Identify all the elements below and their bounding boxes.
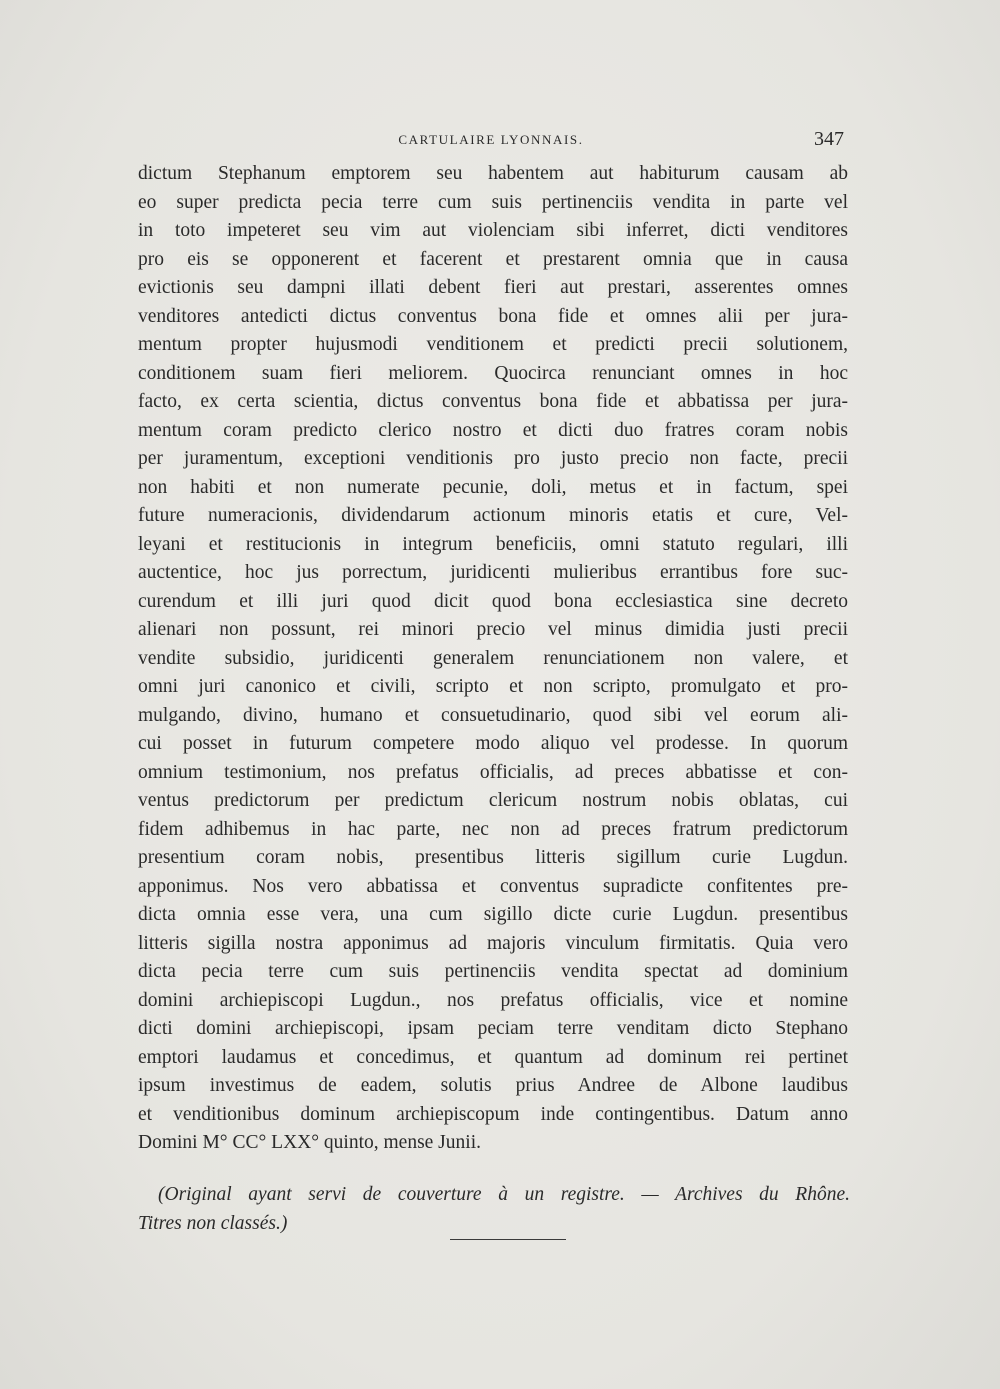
- text-line: alienari non possunt, rei minori precio vel minus dimidia justi precii: [138, 619, 848, 640]
- running-title: CARTULAIRE LYONNAIS.: [398, 132, 584, 147]
- source-note-line: Titres non classés.): [138, 1213, 288, 1234]
- text-line: vendite subsidio, juridicenti generalem renunciationem non valere, et: [138, 647, 848, 669]
- text-line: mulgando, divino, humano et consuetudinario, quod sibi vel eorum ali-: [138, 704, 848, 726]
- text-line: et venditionibus dominum archiepiscopum inde contingentibus. Datum anno: [138, 1103, 848, 1125]
- text-line: in toto impeteret seu vim aut violenciam sibi inferret, dicti venditores: [138, 220, 848, 241]
- text-line: mentum propter hujusmodi venditionem et predicti precii solutionem,: [138, 334, 848, 355]
- page-number: 347: [814, 128, 844, 150]
- text-line: facto, ex certa scientia, dictus conventus bona fide et abbatissa per jura-: [138, 391, 848, 412]
- text-line: ipsum investimus de eadem, solutis prius Andree de Albone laudibus: [138, 1075, 848, 1096]
- text-line: apponimus. Nos vero abbatissa et conventus supradicte confitentes pre-: [138, 875, 848, 897]
- text-line: mentum coram predicto clerico nostro et dicti duo fratres coram nobis: [138, 419, 848, 441]
- text-line: omni juri canonico et civili, scripto et non scripto, promulgato et pro-: [138, 676, 848, 697]
- text-line: dicta pecia terre cum suis pertinenciis vendita spectat ad dominium: [138, 961, 848, 982]
- text-line: presentium coram nobis, presentibus litteris sigillum curie Lugdun.: [138, 847, 848, 868]
- text-line: omnium testimonium, nos prefatus officialis, ad preces abbatisse et con-: [138, 761, 848, 783]
- text-line: pro eis se opponerent et facerent et prestarent omnia que in causa: [138, 248, 848, 270]
- text-line: auctentice, hoc jus porrectum, juridicenti mulieribus errantibus fore suc-: [138, 562, 848, 583]
- text-line: Domini M° CC° LXX° quinto, mense Junii.: [138, 1132, 481, 1153]
- text-line: conditionem suam fieri meliorem. Quocirca renunciant omnes in hoc: [138, 362, 848, 384]
- end-rule: [450, 1239, 566, 1240]
- text-line: leyani et restitucionis in integrum beneficiis, omni statuto regulari, illi: [138, 533, 848, 555]
- text-line: fidem adhibemus in hac parte, nec non ad preces fratrum predictorum: [138, 818, 848, 840]
- text-line: venditores antedicti dictus conventus bona fide et omnes alii per jura-: [138, 305, 848, 327]
- text-line: ventus predictorum per predictum clericum nostrum nobis oblatas, cui: [138, 790, 848, 811]
- text-line: future numeracionis, dividendarum actionum minoris etatis et cure, Vel-: [138, 505, 848, 526]
- text-line: dicti domini archiepiscopi, ipsam peciam terre venditam dicto Stephano: [138, 1018, 848, 1039]
- text-line: eo super predicta pecia terre cum suis pertinenciis vendita in parte vel: [138, 191, 848, 213]
- text-line: non habiti et non numerate pecunie, doli, metus et in factum, spei: [138, 476, 848, 498]
- text-line: evictionis seu dampni illati debent fieri aut prestari, asserentes omnes: [138, 277, 848, 298]
- running-header: [138, 128, 844, 152]
- source-note: [138, 1180, 850, 1238]
- text-line: dicta omnia esse vera, una cum sigillo dicte curie Lugdun. presentibus: [138, 904, 848, 925]
- text-line: emptori laudamus et concedimus, et quantum ad dominum rei pertinet: [138, 1046, 848, 1068]
- text-line: domini archiepiscopi Lugdun., nos prefatus officialis, vice et nomine: [138, 989, 848, 1011]
- text-line: curendum et illi juri quod dicit quod bona ecclesiastica sine decreto: [138, 590, 848, 612]
- source-note-line: (Original ayant servi de couverture à un registre. — Archives du Rhône.: [158, 1184, 850, 1205]
- text-line: per juramentum, exceptioni venditionis pro justo precio non facte, precii: [138, 448, 848, 469]
- text-line: dictum Stephanum emptorem seu habentem aut habiturum causam ab: [138, 163, 848, 184]
- body-text: [138, 160, 848, 1158]
- text-line: cui posset in futurum competere modo aliquo vel prodesse. In quorum: [138, 733, 848, 754]
- text-line: litteris sigilla nostra apponimus ad majoris vinculum firmitatis. Quia vero: [138, 932, 848, 954]
